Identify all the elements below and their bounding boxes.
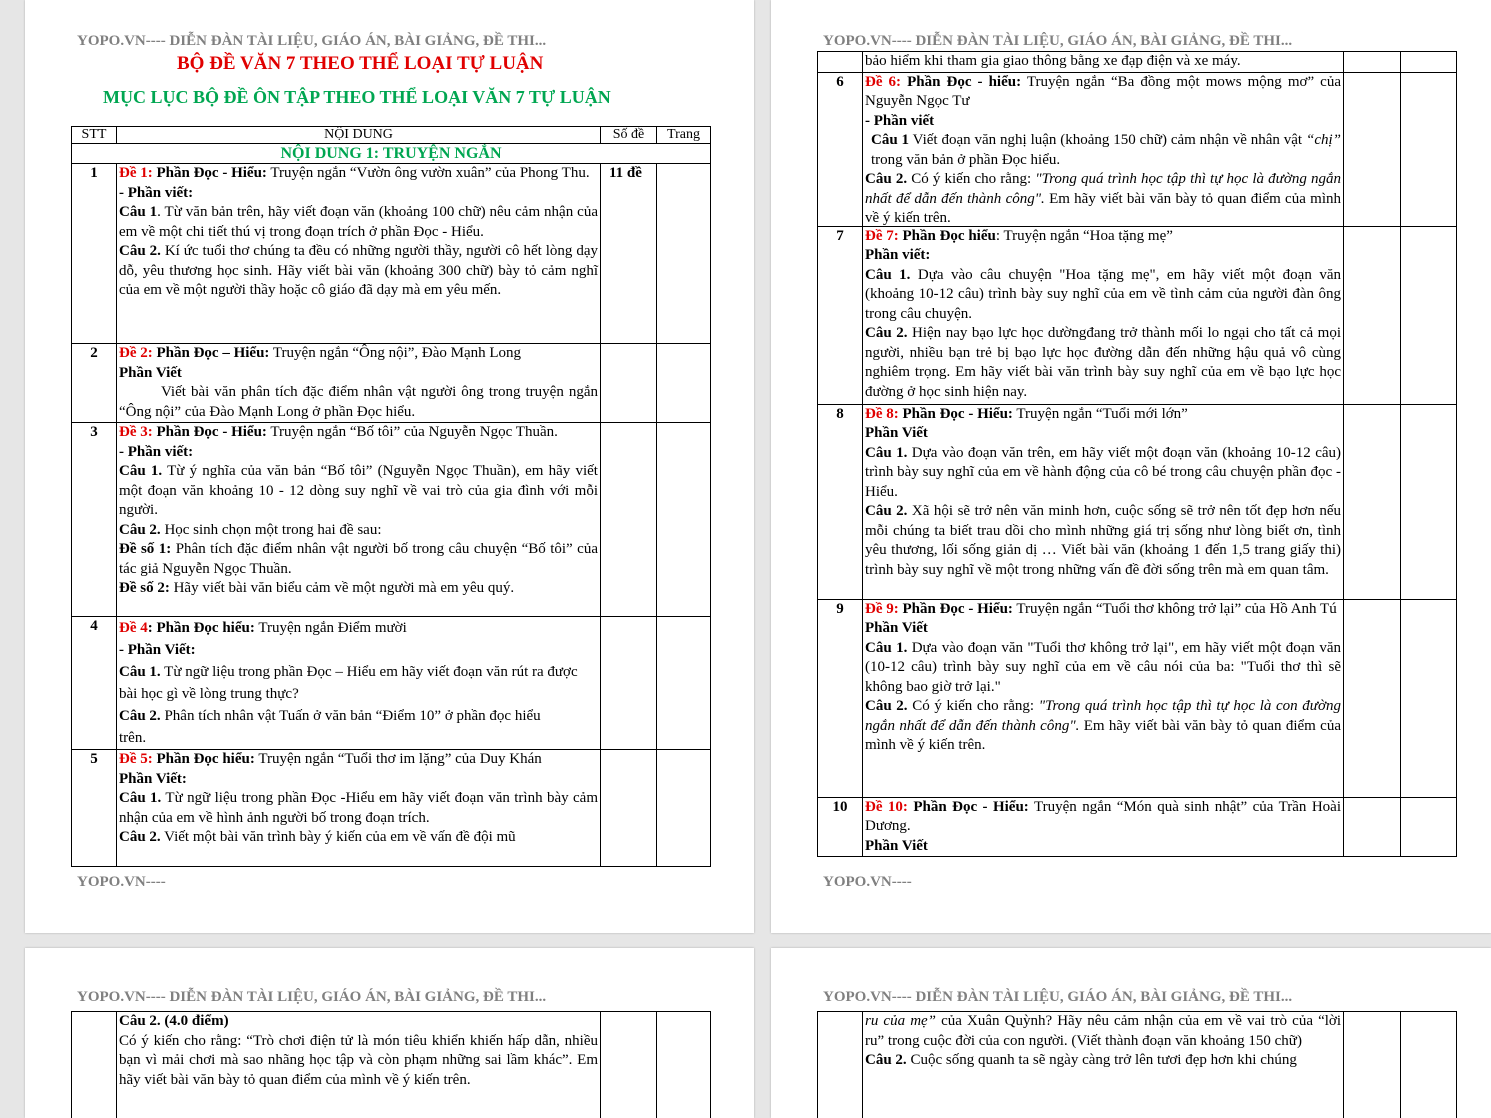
question-text: Dựa vào câu chuyện "Hoa tặng mẹ", em hãy viết một đoạn văn (khoảng 10-12 câu) trình bày suy nghĩ của em về tình cảm của người đàn ông trong câu chuyện. xyxy=(865,267,1341,322)
row-page xyxy=(1401,404,1457,599)
write-label: Phần Viết xyxy=(865,837,1341,857)
row-content xyxy=(863,226,1344,404)
section-title: NỘI DUNG 1: TRUYỆN NGẮN xyxy=(72,144,711,164)
read-label: Phần Đọc hiểu: xyxy=(153,751,255,767)
question-label: Câu 1. xyxy=(119,790,161,806)
row-count xyxy=(1344,797,1401,857)
row-count xyxy=(601,617,657,750)
question-label: Câu 2. xyxy=(119,829,161,845)
question-label: Câu 2. xyxy=(865,503,907,519)
question-text: Có ý kiến cho rằng: “Trò chơi điện tử là món tiêu khiển khiến hấp dẫn, nhiều bạn vì mải chơi mà sao nhãng học tập và còn phạm những sai lầm khác”. Em hãy viết bài văn bày tỏ quan điểm của mình về ý kiến trên. xyxy=(119,1032,598,1091)
option-text: Phân tích đặc điểm nhân vật người bố trong câu chuyện “Bố tôi” của tác giả Nguyễn Ngọc Thuần. xyxy=(119,541,598,577)
write-label: Phần Viết xyxy=(119,364,598,384)
header-content: NỘI DUNG xyxy=(117,127,601,144)
read-text: : Truyện ngắn “Hoa tặng mẹ” xyxy=(996,228,1173,244)
row-number: 10 xyxy=(818,797,863,857)
table-row xyxy=(818,1012,1457,1118)
de-label: Đề 9: xyxy=(865,601,899,617)
write-label: Phần Viết xyxy=(865,619,1341,639)
read-label: Phần Đọc – Hiểu: xyxy=(153,345,270,361)
row-page xyxy=(657,164,711,344)
table-row xyxy=(72,750,711,867)
question-italic: ru của mẹ” xyxy=(865,1013,936,1029)
question-text: Dựa vào đoạn văn "Tuổi thơ không trở lại", em hãy viết một đoạn văn (10-12 câu) trình bày suy nghĩ của em về câu nói của ba: "Tuổi thơ thì sẽ không bao giờ trở lại." xyxy=(865,640,1341,695)
page-4 xyxy=(771,948,1491,1118)
header-page: Trang xyxy=(657,127,711,144)
read-label: : Phần Đọc hiểu: xyxy=(148,620,255,636)
row-page xyxy=(1401,1012,1457,1118)
read-label: Phần Đọc - Hiểu: xyxy=(153,424,267,440)
table-row xyxy=(818,797,1457,857)
write-label: Phần Viết: xyxy=(119,770,598,790)
question-text: Học sinh chọn một trong hai đề sau: xyxy=(161,522,382,538)
de-label: Đề 10: xyxy=(865,799,908,815)
row-count xyxy=(601,344,657,423)
de-label: Đề 2: xyxy=(119,345,153,361)
question-label: Câu 1. xyxy=(865,445,907,461)
row-count xyxy=(601,1012,657,1118)
row-number: 7 xyxy=(818,226,863,404)
row-page xyxy=(657,750,711,867)
page-header: YOPO.VN---- DIỄN ĐÀN TÀI LIỆU, GIÁO ÁN, BÀI GIẢNG, ĐỀ THI... xyxy=(77,989,546,1006)
page-footer: YOPO.VN---- xyxy=(823,874,912,891)
row-count xyxy=(601,423,657,617)
question-italic: "Trong quá trình học tập thì tự học là con đường ngắn nhất để dẫn đến thành công". xyxy=(865,698,1341,734)
write-label: - Phần viết: xyxy=(119,184,598,204)
write-label: Phần viết: xyxy=(865,246,1341,266)
question-label: Câu 2. xyxy=(119,708,161,724)
table-row xyxy=(818,72,1457,226)
question-label: Câu 1. xyxy=(865,640,907,656)
question-text: của Xuân Quỳnh? Hãy nêu cảm nhận của em về vai trò của “lời ru” trong cuộc đời của con người. (Viết thành đoạn văn khoảng 150 chữ) xyxy=(865,1013,1341,1049)
question-text: Có ý kiến cho rằng: xyxy=(908,698,1039,714)
row-number: 6 xyxy=(818,72,863,226)
page-header: YOPO.VN---- DIỄN ĐÀN TÀI LIỆU, GIÁO ÁN, BÀI GIẢNG, ĐỀ THI... xyxy=(823,989,1292,1006)
read-text: Truyện ngắn “Ba đồng một mows mộng mơ” của Nguyễn Ngọc Tư xyxy=(865,74,1341,110)
question-text: . Từ văn bản trên, hãy viết đoạn văn (khoảng 100 chữ) nêu cảm nhận của em về một chi tiết thú vị trong đoạn trích ở phần Đọc - Hiểu. xyxy=(119,204,598,240)
row-number: 4 xyxy=(72,617,117,750)
question-text: Cuộc sống quanh ta sẽ ngày càng trở lên tươi đẹp hơn khi chúng xyxy=(907,1052,1297,1068)
document-title: BỘ ĐỀ VĂN 7 THEO THỂ LOẠI TỰ LUẬN xyxy=(177,53,543,75)
question-text: Từ ngữ liệu trong phần Đọc – Hiểu em hãy viết đoạn văn rút ra được bài học gì về lòng trung thực? xyxy=(119,664,578,702)
question-label: Câu 1. xyxy=(119,664,161,680)
de-label: Đề 5: xyxy=(119,751,153,767)
row-count xyxy=(1344,52,1401,73)
document-subtitle: MỤC LỤC BỘ ĐỀ ÔN TẬP THEO THỂ LOẠI VĂN 7 TỰ LUẬN xyxy=(103,87,611,108)
row-page xyxy=(1401,52,1457,73)
question-text: Từ ngữ liệu trong phần Đọc -Hiểu em hãy viết đoạn văn trình bày cảm nhận của em về hình ảnh người bố trong đoạn trích. xyxy=(119,790,598,826)
row-content xyxy=(117,344,601,423)
read-label: Phần Đọc hiểu xyxy=(899,228,996,244)
row-page xyxy=(657,423,711,617)
de-label: Đề 4 xyxy=(119,620,148,636)
row-content xyxy=(863,1012,1344,1118)
table-header-row xyxy=(72,127,711,144)
read-label: Phần Đọc - Hiểu: xyxy=(908,799,1029,815)
read-label: Phần Đọc - Hiểu: xyxy=(899,406,1013,422)
row-count xyxy=(1344,404,1401,599)
read-text: Truyện ngắn “Tuổi thơ im lặng” của Duy Khán xyxy=(255,751,542,767)
read-label: Phần Đọc - Hiểu: xyxy=(153,165,267,181)
table-row xyxy=(72,423,711,617)
de-label: Đề 8: xyxy=(865,406,899,422)
question-text: Viết một bài văn trình bày ý kiến của em về vấn đề đội mũ xyxy=(161,829,516,845)
question-label: Câu 2. xyxy=(865,1052,907,1068)
page-footer: YOPO.VN---- xyxy=(77,874,166,891)
question-text: Viết bài văn phân tích đặc điểm nhân vật người ông trong truyện ngắn “Ông nội” của Đào Mạnh Long ở phần Đọc hiểu. xyxy=(119,383,598,422)
de-label: Đề 6: xyxy=(865,74,901,90)
question-label: Câu 2. xyxy=(865,325,907,341)
question-label: Câu 1. xyxy=(119,463,162,479)
table-row xyxy=(72,617,711,750)
de-label: Đề 3: xyxy=(119,424,153,440)
row-page xyxy=(657,1012,711,1118)
de-label: Đề 1: xyxy=(119,165,153,181)
question-label: Câu 2. xyxy=(865,171,907,187)
row-page xyxy=(657,617,711,750)
table-row xyxy=(818,226,1457,404)
question-label: Câu 1 xyxy=(871,132,909,148)
page-header: YOPO.VN---- DIỄN ĐÀN TÀI LIỆU, GIÁO ÁN, BÀI GIẢNG, ĐỀ THI... xyxy=(823,33,1292,50)
page-header: YOPO.VN---- DIỄN ĐÀN TÀI LIỆU, GIÁO ÁN, BÀI GIẢNG, ĐỀ THI... xyxy=(77,33,546,50)
row-number xyxy=(72,1012,117,1118)
write-label: Phần Viết xyxy=(865,424,1341,444)
row-page xyxy=(1401,72,1457,226)
read-label: Phần Đọc - hiểu: xyxy=(901,74,1021,90)
table-row xyxy=(72,344,711,423)
question-italic: “chị” xyxy=(1306,132,1341,148)
row-count xyxy=(1344,72,1401,226)
question-text: Kí ức tuổi thơ chúng ta đều có những người thầy, người cô hết lòng dạy dỗ, yêu thương học sinh. Hãy viết bài văn (khoảng 300 chữ) bày tỏ cảm nghĩ của em về một người thầy hoặc cô giáo đã dạy mà em yêu mến. xyxy=(119,243,598,298)
read-text: Truyện ngắn “Vườn ông vườn xuân” của Phong Thu. xyxy=(267,165,590,181)
table-row xyxy=(818,404,1457,599)
read-text: Truyện ngắn “Món quà sinh nhật” của Trần Hoài Dương. xyxy=(865,799,1341,835)
write-label: - Phần Viết: xyxy=(119,639,598,661)
page-3 xyxy=(25,948,754,1118)
row-content xyxy=(117,164,601,344)
question-tail: trong văn bản ở phần Đọc hiểu. xyxy=(871,152,1060,168)
row-number: 3 xyxy=(72,423,117,617)
toc-table xyxy=(817,1011,1457,1118)
row-content xyxy=(117,617,601,750)
read-text: Truyện ngắn “Tuổi mới lớn” xyxy=(1013,406,1188,422)
row-content xyxy=(117,1012,601,1118)
page-1 xyxy=(25,0,754,933)
question-italic: "Trong quá trình học tập thì tự học là đường ngắn nhất để dẫn đến thành công". xyxy=(865,171,1341,207)
header-count: Số đề xyxy=(601,127,657,144)
row-number xyxy=(818,1012,863,1118)
table-row xyxy=(818,52,1457,73)
question-text: Viết đoạn văn nghị luận (khoảng 150 chữ) cảm nhận về nhân vật xyxy=(909,132,1306,148)
question-text: Có ý kiến cho rằng: xyxy=(907,171,1035,187)
row-content xyxy=(863,404,1344,599)
row-number xyxy=(818,52,863,73)
question-text: Phân tích nhân vật Tuấn ở văn bản “Điểm 10” ở phần đọc hiểu trên. xyxy=(119,708,541,746)
question-label: Câu 1. xyxy=(865,267,910,283)
row-number: 5 xyxy=(72,750,117,867)
option-label: Đề số 1: xyxy=(119,541,171,557)
row-count: 11 đề xyxy=(601,164,657,344)
option-label: Đề số 2: xyxy=(119,580,170,596)
row-count xyxy=(601,750,657,867)
table-row xyxy=(72,164,711,344)
read-label: Phần Đọc - Hiểu: xyxy=(899,601,1013,617)
question-text: Hiện nay bạo lực học dườngđang trở thành mối lo ngại cho tất cả mọi người, nhiều bạn trẻ bị bạo lực học đường dẫn đến những hậu quả vô cùng nghiêm trọng. Em hãy viết bài văn trình bày suy nghĩ của em về bạo lực học đường ở học sinh hiện nay. xyxy=(865,325,1341,400)
question-label: Câu 1 xyxy=(119,204,157,220)
question-tail: Em hãy viết bài văn bày tỏ quan điểm của mình về ý kiến trên. xyxy=(865,718,1341,754)
read-text: Truyện ngắn “Tuổi thơ không trở lại” của Hồ Anh Tú xyxy=(1013,601,1337,617)
row-content xyxy=(863,72,1344,226)
section-row xyxy=(72,144,711,164)
question-text: Xã hội sẽ trở nên văn minh hơn, cuộc sống sẽ trở nên tốt đẹp hơn nếu mỗi chúng ta biết trau dồi cho mình những giá trị sống như lòng biết ơn, tình yêu thương, lối sống giản dị … Viết bài văn (khoảng 1 đến 1,5 trang giấy thi) trình bày suy nghĩ về một trong những vấn đề đời sống trên mà em quan tâm. xyxy=(865,503,1341,578)
row-number: 9 xyxy=(818,599,863,797)
question-label: Câu 2. xyxy=(119,243,161,259)
row-number: 1 xyxy=(72,164,117,344)
question-label: Câu 2. xyxy=(119,522,161,538)
question-tail: Em hãy viết bài văn bày tỏ quan điểm của mình về ý kiến trên. xyxy=(865,191,1341,226)
table-row xyxy=(818,599,1457,797)
row-count xyxy=(1344,226,1401,404)
question-text: Từ ý nghĩa của văn bản “Bố tôi” (Nguyễn Ngọc Thuần), em hãy viết một đoạn văn khoảng 10 - 12 dòng suy nghĩ về vai trò của gia đình với mỗi người. xyxy=(119,463,598,518)
header-stt: STT xyxy=(72,127,117,144)
read-text: Truyện ngắn Điểm mười xyxy=(255,620,407,636)
toc-table xyxy=(817,51,1457,857)
row-number: 8 xyxy=(818,404,863,599)
toc-table xyxy=(71,126,711,867)
option-text: Hãy viết bài văn biểu cảm về một người mà em yêu quý. xyxy=(170,580,514,596)
write-label: - Phần viết: xyxy=(119,443,598,463)
row-page xyxy=(1401,599,1457,797)
row-count xyxy=(1344,1012,1401,1118)
question-label: Câu 2. xyxy=(865,698,908,714)
row-page xyxy=(657,344,711,423)
toc-table xyxy=(71,1011,711,1118)
read-text: Truyện ngắn “Bố tôi” của Nguyễn Ngọc Thuần. xyxy=(267,424,558,440)
row-content xyxy=(117,750,601,867)
read-text: Truyện ngắn “Ông nội”, Đào Mạnh Long xyxy=(269,345,521,361)
write-label: - Phần viết xyxy=(865,112,1341,132)
page-2 xyxy=(771,0,1491,933)
row-content: bảo hiểm khi tham gia giao thông bằng xe đạp điện và xe máy. xyxy=(863,52,1344,73)
de-label: Đề 7: xyxy=(865,228,899,244)
question-label: Câu 2. (4.0 điểm) xyxy=(119,1012,598,1032)
row-page xyxy=(1401,226,1457,404)
row-content xyxy=(117,423,601,617)
table-row xyxy=(72,1012,711,1118)
row-content xyxy=(863,599,1344,797)
row-page xyxy=(1401,797,1457,857)
row-number: 2 xyxy=(72,344,117,423)
row-count xyxy=(1344,599,1401,797)
question-text: Dựa vào đoạn văn trên, em hãy viết một đoạn văn (khoảng 10-12 câu) trình bày suy nghĩ của em về hành động của cô bé trong câu chuyện phần đọc - Hiểu. xyxy=(865,445,1341,500)
row-content xyxy=(863,797,1344,857)
